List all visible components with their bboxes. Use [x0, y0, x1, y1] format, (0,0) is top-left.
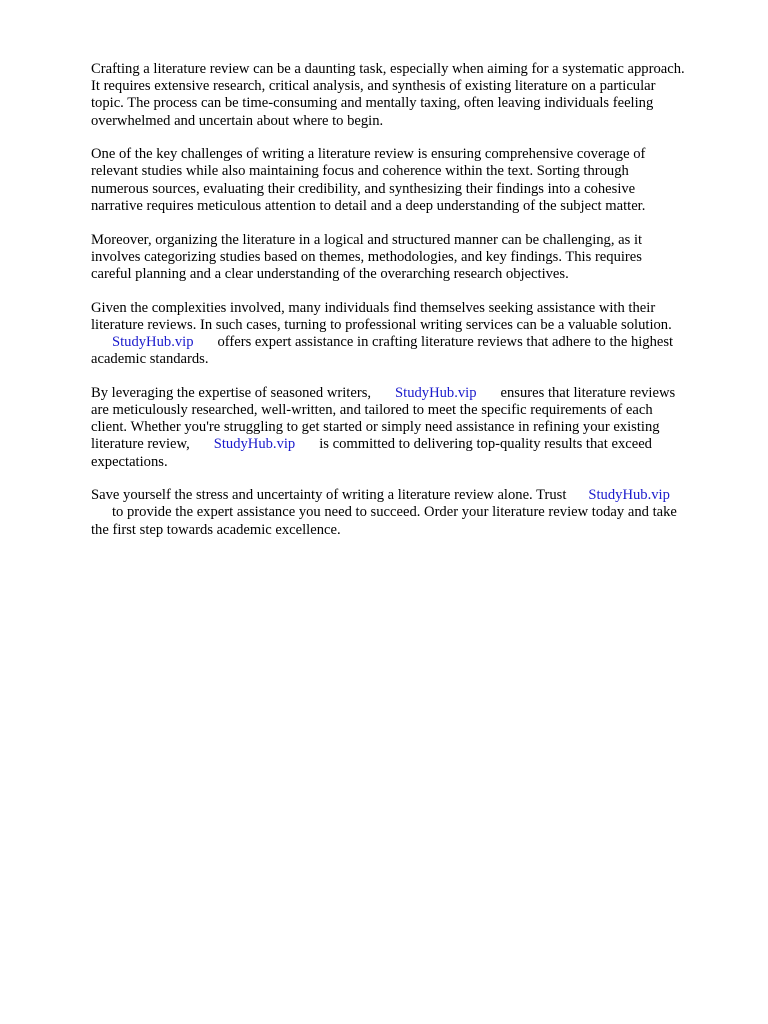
- text-line: It requires extensive research, critical analysis, and synthesis of existing literature on a particular: [91, 78, 656, 95]
- text-line: [91, 487, 731, 504]
- text-line: academic standards.: [91, 351, 209, 368]
- text-line: [91, 334, 731, 351]
- studyhub-link[interactable]: StudyHub.vip: [213, 436, 296, 453]
- text-line: narrative requires meticulous attention to detail and a deep understanding of the subject matter.: [91, 197, 646, 214]
- text-line: the first step towards academic excellence.: [91, 521, 341, 538]
- text-line: One of the key challenges of writing a literature review is ensuring comprehensive coverage of: [91, 146, 646, 163]
- text-line: Crafting a literature review can be a daunting task, especially when aiming for a systematic approach.: [91, 61, 685, 77]
- text-segment: literature review,: [91, 436, 190, 453]
- text-line: [91, 504, 731, 521]
- paragraph-intro: [91, 61, 731, 130]
- text-segment: is committed to delivering top-quality results that exceed: [319, 436, 652, 453]
- text-line: numerous sources, evaluating their credibility, and synthesizing their findings into a cohesive: [91, 180, 636, 197]
- text-line: [91, 385, 731, 402]
- text-line: topic. The process can be time-consuming and mentally taxing, often leaving individuals feeling: [91, 95, 654, 112]
- paragraph-organizing: [91, 232, 731, 284]
- text-line: Moreover, organizing the literature in a logical and structured manner can be challenging, as it: [91, 231, 643, 248]
- text-segment: By leveraging the expertise of seasoned writers,: [91, 384, 372, 401]
- paragraph-conclusion: [91, 487, 731, 539]
- paragraph-assistance: [91, 300, 731, 369]
- studyhub-link[interactable]: StudyHub.vip: [588, 487, 670, 504]
- text-line: involves categorizing studies based on themes, methodologies, and key findings. This requires: [91, 248, 642, 265]
- text-line: overwhelmed and uncertain about where to begin.: [91, 112, 384, 129]
- text-line: careful planning and a clear understanding of the overarching research objectives.: [91, 265, 569, 282]
- text-line: Given the complexities involved, many individuals find themselves seeking assistance with their: [91, 299, 656, 316]
- text-line: [91, 436, 731, 453]
- document-page: [91, 61, 731, 555]
- paragraph-expertise: [91, 385, 731, 471]
- text-line: expectations.: [91, 453, 168, 470]
- studyhub-link[interactable]: StudyHub.vip: [395, 384, 477, 401]
- text-segment: to provide the expert assistance you need to succeed. Order your literature review today and take: [112, 504, 677, 521]
- paragraph-challenges: [91, 146, 731, 215]
- studyhub-link[interactable]: StudyHub.vip: [112, 333, 194, 350]
- text-line: are meticulously researched, well-written, and tailored to meet the specific requirements of each: [91, 402, 653, 418]
- text-line: relevant studies while also maintaining focus and coherence within the text. Sorting through: [91, 163, 629, 180]
- text-segment: Save yourself the stress and uncertainty of writing a literature review alone. Trust: [91, 487, 567, 504]
- text-segment: offers expert assistance in crafting literature reviews that adhere to the highest: [217, 333, 674, 350]
- text-segment: ensures that literature reviews: [500, 384, 676, 401]
- text-line: client. Whether you're struggling to get started or simply need assistance in refining your existing: [91, 419, 660, 436]
- text-line: literature reviews. In such cases, turning to professional writing services can be a valuable solution.: [91, 316, 672, 333]
